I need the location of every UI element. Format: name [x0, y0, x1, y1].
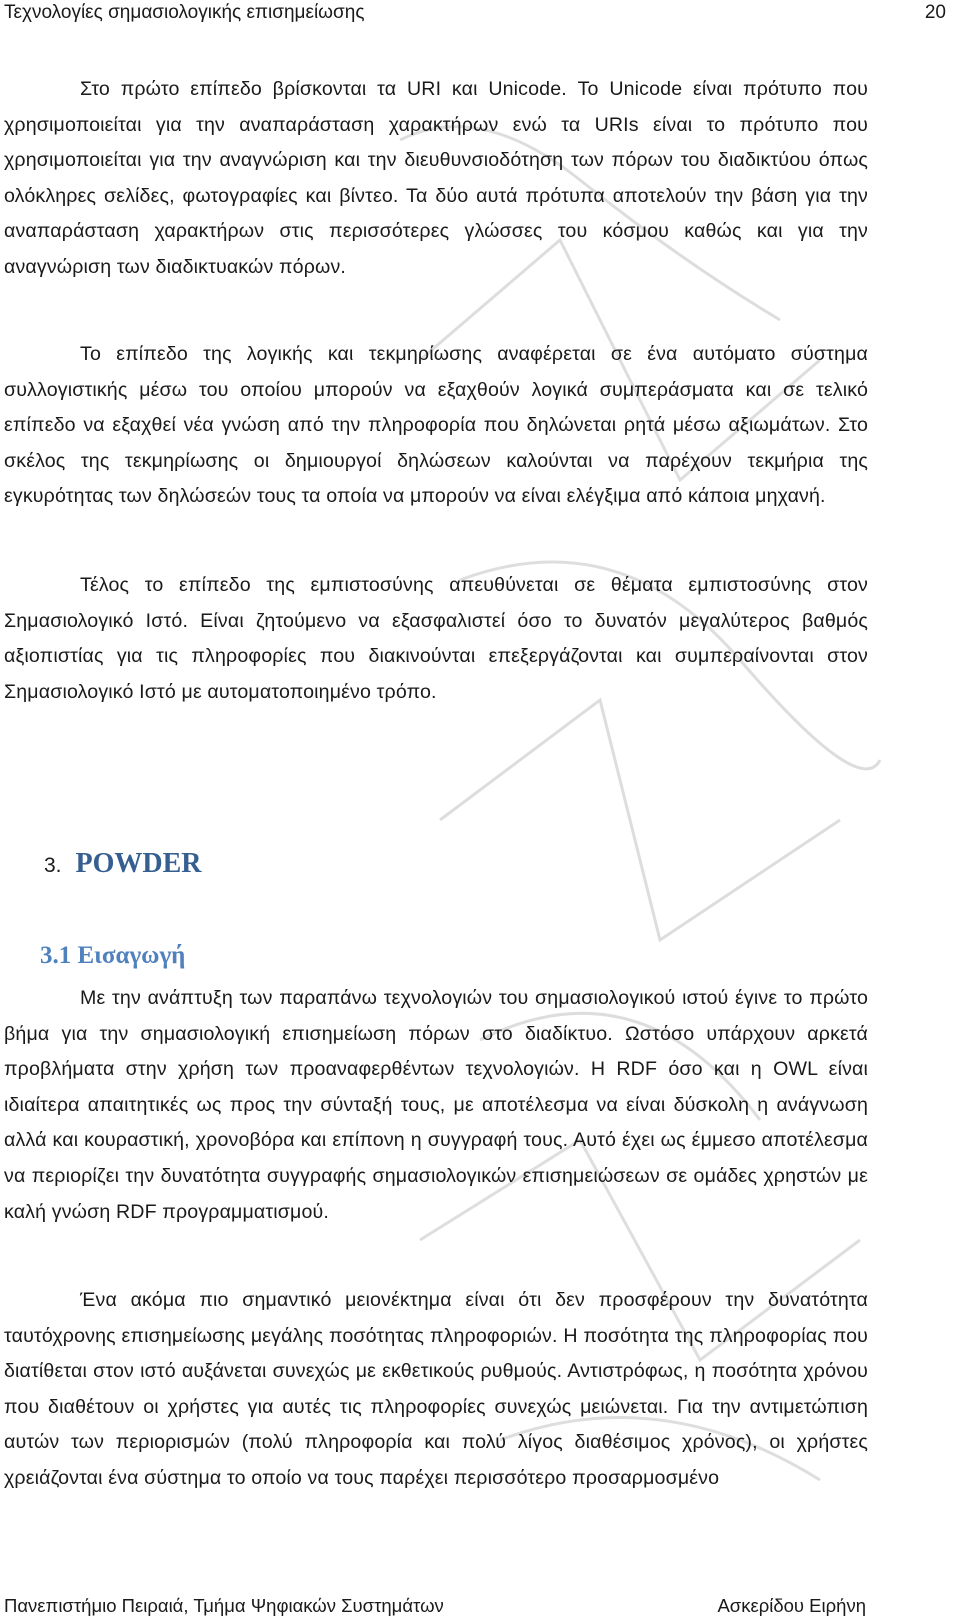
subsection-heading: 3.1 Εισαγωγή: [40, 942, 186, 969]
paragraph-logic-proof: [4, 337, 868, 515]
paragraph-text: Ένα ακόμα πιο σημαντικό μειονέκτημα είναι ότι δεν προσφέρουν την δυνατότητα ταυτόχρονης επισημείωσης μεγάλης ποσότητας πληροφοριών. Η ποσότητα της πληροφορίας που διατίθεται στον ιστό αυξάνεται συνεχώς με εκθετικούς ρυθμούς. Αντιστρόφως, η ποσότητα χρόνου που διαθέτουν οι χρήστες για αυτές τις πληροφορίες συνεχώς μειώνεται. Για την αντιμετώπιση αυτών των περιορισμών (πολύ πληροφορία και πολύ λίγος διαθέσιμος χρόνος), οι χρήστες χρειάζονται ένα σύστημα το οποίο να τους παρέχει περισσότερο προσαρμοσμένο: [4, 1289, 868, 1489]
section-heading: [44, 848, 202, 880]
page-number: 20: [924, 2, 946, 23]
footer-institution: Πανεπιστήμιο Πειραιά, Τμήμα Ψηφιακών Συστημάτων: [4, 1595, 444, 1616]
paragraph-text: Στο πρώτο επίπεδο βρίσκονται τα URI και Unicode. Το Unicode είναι πρότυπο που χρησιμοποιείται για την αναπαράσταση χαρακτήρων ενώ τα URIs είναι το πρότυπο που χρησιμοποιείται για την αναγνώριση και την διευθυνσιοδότηση των πόρων του διαδικτύου όπως ολόκληρες σελίδες, φωτογραφίες και βίντεο. Τα δύο αυτά πρότυπα αποτελούν την βάση για την αναπαράσταση χαρακτήρων στις περισσότερες γλώσσες του κόσμου καθώς και για την αναγνώριση των διαδικτυακών πόρων.: [4, 78, 868, 278]
running-footer: [4, 1592, 866, 1620]
paragraph-text: Το επίπεδο της λογικής και τεκμηρίωσης αναφέρεται σε ένα αυτόματο σύστημα συλλογιστικής μέσω του οποίου μπορούν να εξαχθούν λογικά συμπεράσματα και σε τελικό επίπεδο να εξαχθεί νέα γνώση από την πληροφορία που δηλώνεται ρητά μέσω αξιωμάτων. Στο σκέλος της τεκμηρίωσης οι δημιουργοί δηλώσεων καλούνται να παρέχουν τεκμήρια της εγκυρότητας των δηλώσεών τους τα οποία να μπορούν να είναι ελέγξιμα από κάποια μηχανή.: [4, 343, 868, 508]
paragraph-disadvantage: [4, 1283, 868, 1497]
paragraph-text: Τέλος το επίπεδο της εμπιστοσύνης απευθύνεται σε θέματα εμπιστοσύνης στον Σημασιολογικό Ιστό. Είναι ζητούμενο να εξασφαλιστεί όσο το δυνατόν μεγαλύτερος βαθμός αξιοπιστίας για τις πληροφορίες που διακινούνται επεξεργάζονται και συμπεραίνονται στον Σημασιολογικό Ιστό με αυτοματοποιημένο τρόπο.: [4, 574, 868, 703]
section-number: 3.: [44, 854, 62, 877]
paragraph-trust: [4, 568, 868, 710]
section-title: POWDER: [75, 848, 202, 879]
running-header: [4, 0, 946, 26]
paragraph-introduction: [4, 981, 868, 1230]
paragraph-text: Με την ανάπτυξη των παραπάνω τεχνολογιών του σημασιολογικού ιστού έγινε το πρώτο βήμα για την σημασιολογική επισημείωση πόρων στο διαδίκτυο. Ωστόσο υπάρχουν αρκετά προβλήματα στην χρήση των προαναφερθέντων τεχνολογιών. Η RDF όσο και η OWL είναι ιδιαίτερα απαιτητικές ως προς την σύνταξή τους, με αποτέλεσμα να είναι δύσκολη η ανάγνωση αλλά και κουραστική, χρονοβόρα και επίπονη η συγγραφή τους. Αυτό έχει ως έμμεσο αποτέλεσμα να περιορίζει την δυνατότητα συγγραφής σημασιολογικών επισημειώσεων σε ομάδες χρηστών με καλή γνώση RDF προγραμματισμού.: [4, 987, 868, 1223]
header-title: Τεχνολογίες σημασιολογικής επισημείωσης: [4, 2, 365, 23]
footer-author: Ασκερίδου Ειρήνη: [717, 1595, 866, 1616]
paragraph-uri-unicode: [4, 72, 868, 286]
